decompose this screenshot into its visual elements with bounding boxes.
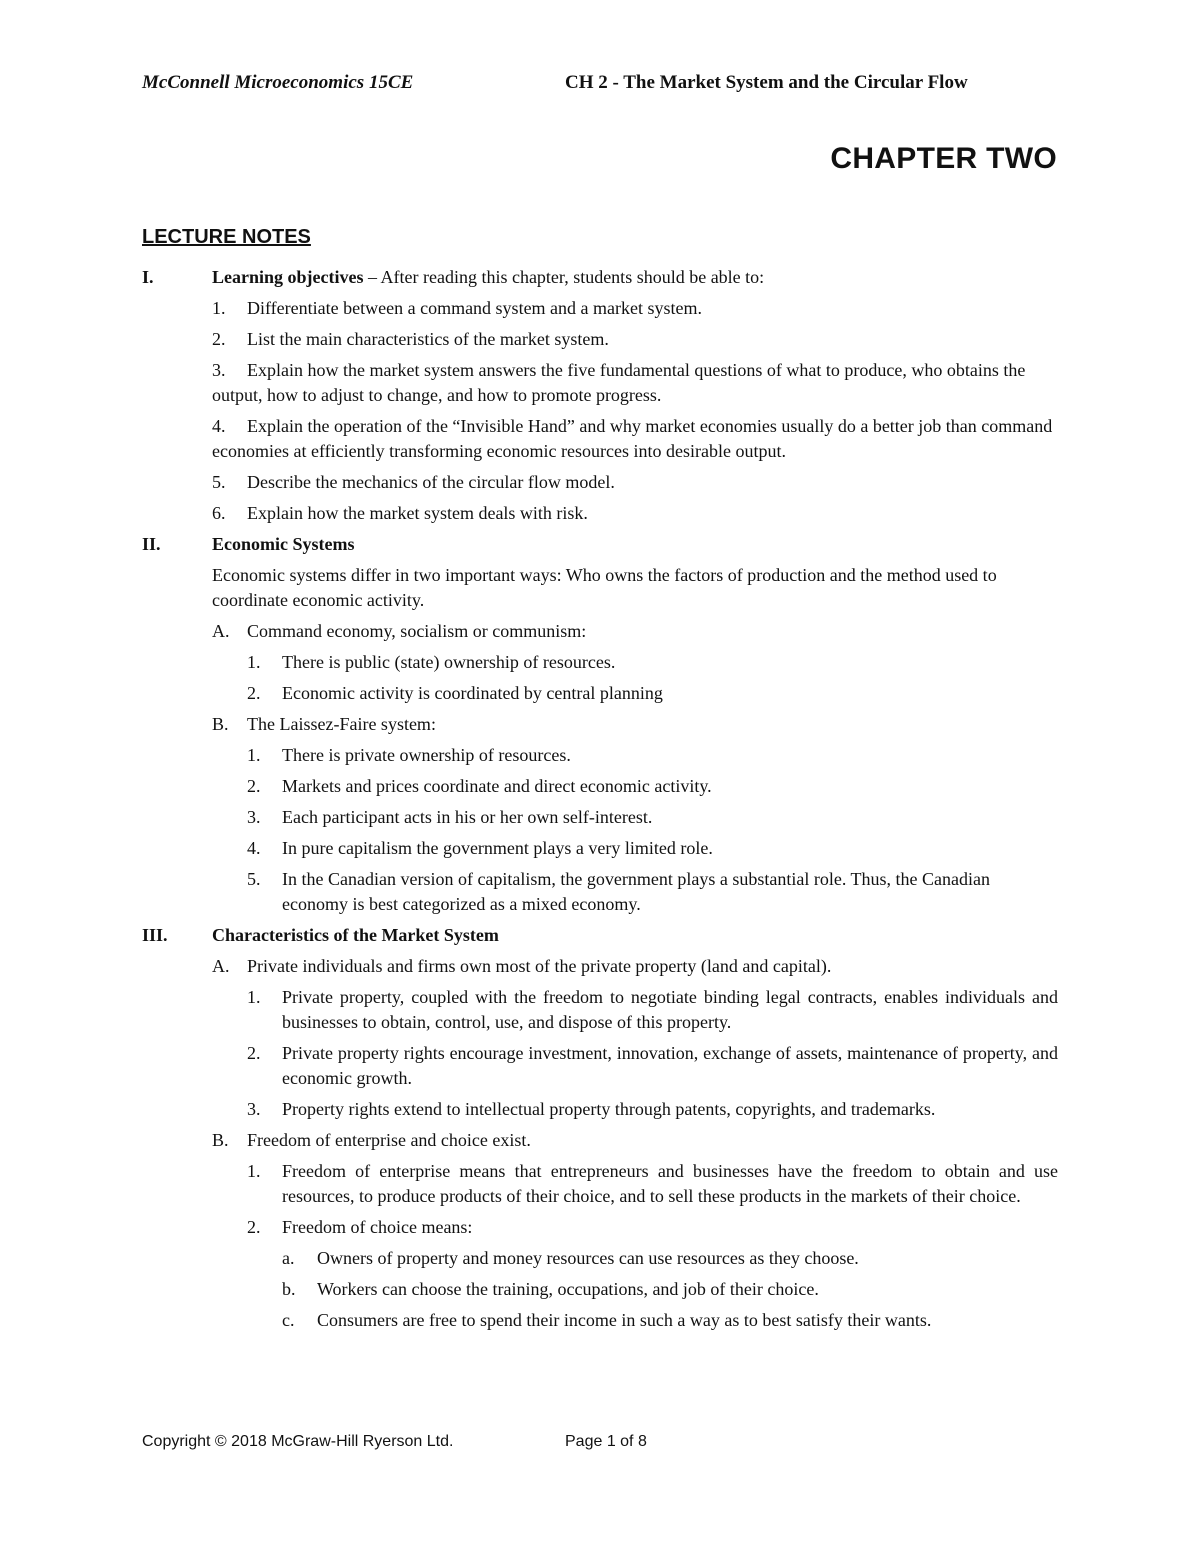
outline-number: 1. — [247, 1161, 261, 1181]
objective-number: 3. — [212, 360, 226, 380]
section-intro: – After reading this chapter, students should be able to: — [363, 267, 765, 287]
outline-number: 4. — [247, 838, 261, 858]
outline-subsubitem — [142, 1246, 1058, 1271]
outline-text: Private property, coupled with the freedom to negotiate binding legal contracts, enables individuals and businesses to obtain, control, use, and dispose of this property. — [282, 987, 1058, 1032]
objective-number: 2. — [212, 329, 226, 349]
outline-text: Freedom of enterprise and choice exist. — [247, 1130, 531, 1150]
outline-item — [142, 619, 1058, 644]
section-title: Characteristics of the Market System — [212, 925, 499, 945]
objective-item — [142, 414, 1058, 464]
outline-letter: a. — [282, 1248, 295, 1268]
outline-text: The Laissez-Faire system: — [247, 714, 436, 734]
outline-text: In pure capitalism the government plays a very limited role. — [282, 838, 713, 858]
outline-subitem — [142, 743, 1058, 768]
outline-text: Command economy, socialism or communism: — [247, 621, 587, 641]
outline-number: 1. — [247, 745, 261, 765]
outline-number: 1. — [247, 987, 261, 1007]
objective-number: 6. — [212, 503, 226, 523]
outline-subitem — [142, 985, 1058, 1035]
outline-number: 2. — [247, 683, 261, 703]
section-number: II. — [142, 534, 161, 554]
outline-subitem — [142, 1041, 1058, 1091]
outline-text: Private individuals and firms own most of the private property (land and capital). — [247, 956, 832, 976]
objective-item — [142, 470, 1058, 495]
objective-text: List the main characteristics of the market system. — [247, 329, 609, 349]
objective-text: Explain how the market system answers the five fundamental questions of what to produce, who obtains the output, how to adjust to change, and how to promote progress. — [212, 360, 1026, 405]
outline-subsubitem — [142, 1277, 1058, 1302]
header-chapter-title: CH 2 - The Market System and the Circular Flow — [565, 72, 968, 93]
outline-text: Economic activity is coordinated by central planning — [282, 683, 663, 703]
outline-number: 1. — [247, 652, 261, 672]
outline-text: There is public (state) ownership of resources. — [282, 652, 616, 672]
outline-subitem — [142, 1215, 1058, 1240]
outline-label: B. — [212, 1130, 229, 1150]
objective-item — [142, 327, 1058, 352]
outline-subitem — [142, 836, 1058, 861]
objective-number: 1. — [212, 298, 226, 318]
section-paragraph: Economic systems differ in two important ways: Who owns the factors of production and the method used to coordinate economic activity. — [212, 565, 997, 610]
objective-item — [142, 501, 1058, 526]
outline-label: B. — [212, 714, 229, 734]
section-ii — [142, 532, 1058, 557]
outline-text: Workers can choose the training, occupations, and job of their choice. — [317, 1279, 819, 1299]
outline-subitem — [142, 650, 1058, 675]
outline-item — [142, 712, 1058, 737]
header-book-title: McConnell Microeconomics 15CE — [142, 72, 414, 93]
outline-text: Property rights extend to intellectual property through patents, copyrights, and trademarks. — [282, 1099, 936, 1119]
chapter-title: CHAPTER TWO — [830, 142, 1057, 175]
outline-text: Owners of property and money resources can use resources as they choose. — [317, 1248, 859, 1268]
lecture-notes-body — [142, 265, 1058, 1339]
outline-subitem — [142, 681, 1058, 706]
outline-number: 2. — [247, 1217, 261, 1237]
outline-text: In the Canadian version of capitalism, the government plays a substantial role. Thus, the Canadian economy is best categorized as a mixed economy. — [282, 869, 990, 914]
outline-text: Freedom of choice means: — [282, 1217, 473, 1237]
outline-subsubitem — [142, 1308, 1058, 1333]
objective-text: Explain how the market system deals with risk. — [247, 503, 588, 523]
section-number: III. — [142, 925, 168, 945]
outline-item — [142, 1128, 1058, 1153]
section-i — [142, 265, 1058, 290]
outline-subitem — [142, 867, 1058, 917]
section-number: I. — [142, 267, 154, 287]
lecture-notes-heading: LECTURE NOTES — [142, 226, 311, 248]
outline-subitem — [142, 805, 1058, 830]
outline-text: Consumers are free to spend their income in such a way as to best satisfy their wants. — [317, 1310, 932, 1330]
objective-item — [142, 358, 1058, 408]
outline-label: A. — [212, 956, 230, 976]
objective-text: Describe the mechanics of the circular flow model. — [247, 472, 615, 492]
section-title: Learning objectives — [212, 267, 364, 287]
footer-page-number: Page 1 of 8 — [565, 1433, 647, 1450]
outline-text: Each participant acts in his or her own self-interest. — [282, 807, 653, 827]
outline-subitem — [142, 1097, 1058, 1122]
outline-text: Private property rights encourage investment, innovation, exchange of assets, maintenance of property, and economic growth. — [282, 1043, 1058, 1088]
objective-number: 4. — [212, 416, 226, 436]
outline-number: 5. — [247, 869, 261, 889]
outline-text: Freedom of enterprise means that entrepreneurs and businesses have the freedom to obtain and use resources, to produce products of their choice, and to sell these products in the markets of their choice. — [282, 1161, 1058, 1206]
section-title: Economic Systems — [212, 534, 355, 554]
outline-subitem — [142, 1159, 1058, 1209]
outline-number: 2. — [247, 776, 261, 796]
objective-text: Explain the operation of the “Invisible Hand” and why market economies usually do a better job than command economies at efficiently transforming economic resources into desirable output. — [212, 416, 1053, 461]
outline-label: A. — [212, 621, 230, 641]
outline-number: 2. — [247, 1043, 261, 1063]
outline-subitem — [142, 774, 1058, 799]
outline-number: 3. — [247, 807, 261, 827]
objective-text: Differentiate between a command system and a market system. — [247, 298, 703, 318]
outline-number: 3. — [247, 1099, 261, 1119]
outline-text: Markets and prices coordinate and direct economic activity. — [282, 776, 712, 796]
objective-number: 5. — [212, 472, 226, 492]
outline-text: There is private ownership of resources. — [282, 745, 571, 765]
section-iii — [142, 923, 1058, 948]
outline-letter: b. — [282, 1279, 296, 1299]
outline-item — [142, 954, 1058, 979]
footer-copyright: Copyright © 2018 McGraw-Hill Ryerson Ltd. — [142, 1433, 454, 1450]
outline-letter: c. — [282, 1310, 295, 1330]
objective-item — [142, 296, 1058, 321]
